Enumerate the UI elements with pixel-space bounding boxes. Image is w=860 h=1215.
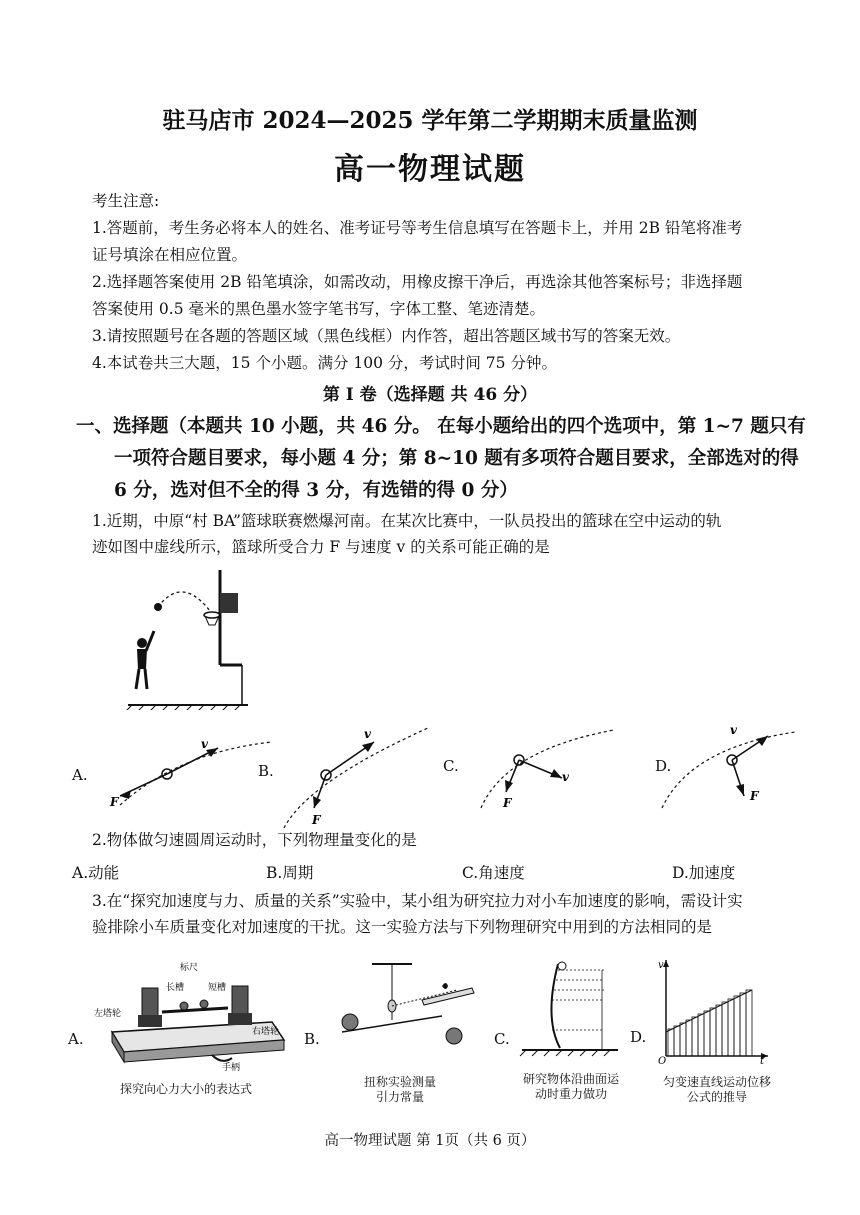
q3-curved-surface-gravity	[514, 958, 624, 1058]
section-line-3: 6 分，选对但不全的得 3 分，有选错的得 0 分）	[114, 480, 518, 501]
q3-d-bars	[668, 990, 752, 1056]
velocity-step-bar	[680, 1023, 686, 1056]
velocity-step-bar	[746, 990, 752, 1056]
notice-line-1: 1.答题前，考生务必将本人的姓名、准考证号等考生信息填写在答题卡上，并用 2B 铅笔将准考	[92, 219, 743, 237]
notice-line-5: 3.请按照题号在各题的答题区域（黑色线框）内作答，超出答题区域书写的答案无效。	[92, 327, 681, 345]
q3-option-d-label: D.	[630, 1028, 647, 1046]
q3-a-label-right-wheel: 右塔轮	[252, 1027, 280, 1037]
notice-line-6: 4.本试卷共三大题，15 个小题。满分 100 分，考试时间 75 分钟。	[92, 354, 557, 372]
q1-option-a-label: A.	[72, 766, 88, 784]
velocity-step-bar	[674, 1026, 680, 1056]
q3-caption-a: 探究向心力大小的表达式	[119, 1082, 252, 1096]
q3-caption-c-1: 研究物体沿曲面运	[522, 1072, 619, 1086]
q3-caption-c-2: 动时重力做功	[534, 1087, 607, 1101]
velocity-step-bar	[668, 1029, 674, 1056]
q2-text: 2.物体做匀速圆周运动时，下列物理量变化的是	[92, 831, 417, 849]
q1-b-v-label: v	[364, 727, 371, 741]
velocity-step-bar	[716, 1005, 722, 1056]
q1-basketball-figure	[120, 565, 260, 710]
q3-velocity-time-graph	[652, 956, 772, 1064]
q2-option-a: A.动能	[72, 864, 120, 882]
q1-d-f-label: F	[750, 789, 759, 803]
q3-torsion-balance	[322, 960, 482, 1060]
q1-a-v-label: v	[201, 737, 208, 751]
section-line-2: 一项符合题目要求，每小题 4 分；第 8~10 题有多项符合题目要求，全部选对的得	[114, 448, 799, 469]
q1-option-d-label: D.	[655, 757, 672, 775]
q3-a-label-short-slot: 短槽	[208, 983, 227, 993]
q2-option-c: C.角速度	[462, 864, 525, 882]
notice-line-2: 证号填涂在相应位置。	[92, 246, 248, 264]
notice-line-4: 答案使用 0.5 毫米的黑色墨水签字笔书写，字体工整、笔迹清楚。	[92, 300, 546, 318]
q2-option-b: B.周期	[266, 864, 314, 882]
velocity-step-bar	[692, 1017, 698, 1056]
part1-title: 第 I 卷（选择题 共 46 分）	[322, 385, 538, 405]
q1-line-2: 迹如图中虚线所示，篮球所受合力 F 与速度 v 的关系可能正确的是	[92, 538, 550, 556]
q3-a-label-handle: 手柄	[222, 1063, 241, 1072]
q3-caption-b-2: 引力常量	[375, 1090, 424, 1104]
q1-line-1: 1.近期，中原“村 BA”篮球联赛燃爆河南。在某次比赛中，一队员投出的篮球在空中运动的轨	[92, 512, 722, 530]
q2-option-d: D.加速度	[672, 864, 736, 882]
svg-text:O: O	[658, 1056, 667, 1064]
q1-d-v-label: v	[730, 723, 737, 737]
q1-option-d-diagram	[650, 718, 800, 810]
velocity-step-bar	[734, 996, 740, 1056]
q3-option-a-label: A.	[68, 1030, 84, 1048]
q3-caption-d-1: 匀变速直线运动位移	[662, 1075, 771, 1089]
q3-caption-d-2: 公式的推导	[686, 1090, 747, 1104]
velocity-step-bar	[722, 1002, 728, 1056]
q1-option-b-label: B.	[258, 762, 274, 780]
q1-c-v-label: v	[562, 770, 569, 784]
q1-a-f-label: F	[110, 795, 119, 809]
velocity-step-bar	[686, 1020, 692, 1056]
velocity-step-bar	[740, 993, 746, 1056]
q3-option-c-label: C.	[494, 1030, 510, 1048]
exam-title: 驻马店市 2024—2025 学年第二学期期末质量监测	[162, 107, 698, 134]
notice-line-3: 2.选择题答案使用 2B 铅笔填涂，如需改动，用橡皮擦干净后，再选涂其他答案标号；非选择题	[92, 273, 743, 291]
velocity-step-bar	[728, 999, 734, 1056]
q1-option-c-label: C.	[443, 757, 459, 775]
section-line-1: 一、选择题（本题共 10 小题，共 46 分。 在每小题给出的四个选项中，第 1~7 题只有	[76, 416, 806, 437]
velocity-step-bar	[698, 1014, 704, 1056]
velocity-step-bar	[710, 1008, 716, 1056]
svg-text:v: v	[658, 960, 664, 971]
q3-caption-b-1: 扭称实验测量	[363, 1075, 436, 1089]
q3-a-label-ruler: 标尺	[180, 963, 199, 973]
q3-a-label-left-wheel: 左塔轮	[94, 1009, 122, 1019]
q3-a-label-long-slot: 长槽	[166, 983, 185, 993]
q1-b-f-label: F	[312, 813, 321, 827]
page-footer: 高一物理试题 第 1页（共 6 页）	[324, 1133, 536, 1149]
q1-option-b-diagram	[276, 720, 436, 830]
exam-subtitle: 高一物理试题	[334, 152, 526, 187]
notice-heading: 考生注意:	[92, 192, 160, 210]
q3-line-2: 验排除小车质量变化对加速度的干扰。这一实验方法与下列物理研究中用到的方法相同的是	[92, 918, 713, 936]
q1-option-a-diagram	[100, 720, 280, 810]
svg-text:t: t	[760, 1056, 765, 1064]
q1-c-f-label: F	[503, 796, 512, 810]
q1-option-c-diagram	[466, 720, 626, 810]
q3-option-b-label: B.	[304, 1030, 320, 1048]
velocity-step-bar	[704, 1011, 710, 1056]
q3-line-1: 3.在“探究加速度与力、质量的关系”实验中，某小组为研究拉力对小车加速度的影响，需设计实	[92, 892, 743, 910]
q3-centripetal-apparatus	[92, 960, 292, 1072]
